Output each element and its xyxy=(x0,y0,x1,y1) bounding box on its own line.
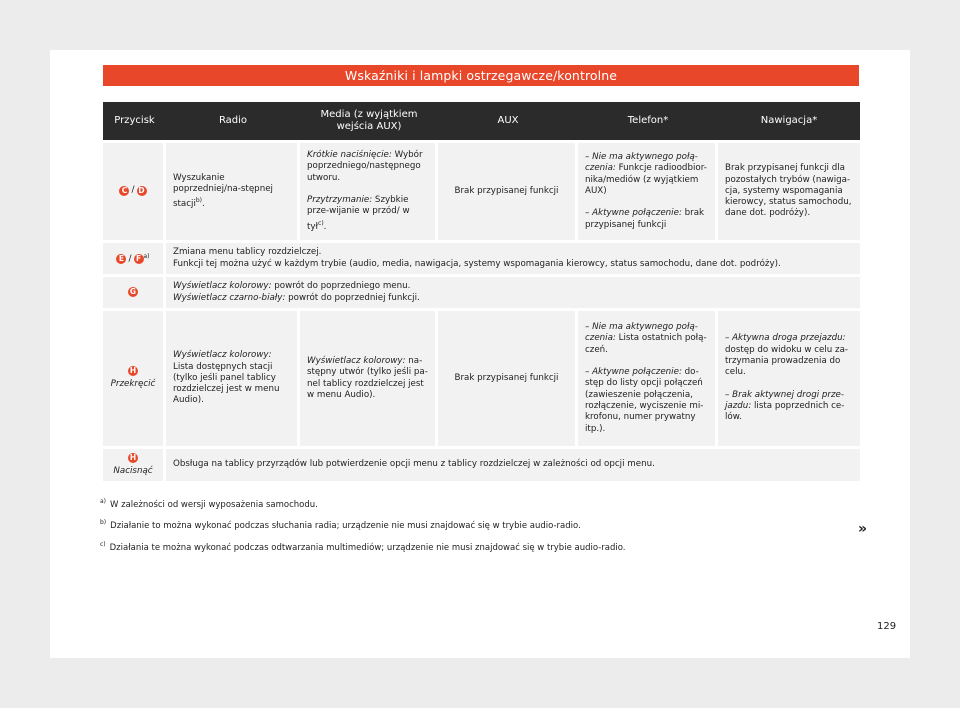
key-g-badge: G xyxy=(129,286,137,296)
column-header: Media (z wyjątkiem wejścia AUX) xyxy=(300,102,438,140)
key-h-badge: H xyxy=(129,453,137,462)
key-h-badge: H xyxy=(129,366,137,376)
key-cell xyxy=(103,446,166,481)
column-header: Nawigacja* xyxy=(718,102,860,140)
footnote: $^{b)}$ Działanie to można wykonać podczas słuchania radia; urządzenie nie musi znajdować się w trybie audio-radio. xyxy=(100,519,581,532)
footnote: $^{a)}$ W zależności od wersji wyposażenia samochodu. xyxy=(100,498,318,510)
media-cell: Wyświetlacz kolorowy: na-stępny utwór (tylko jeśli pa-nel tablicy rozdzielczej jest w menu Audio). xyxy=(300,308,438,446)
column-header: Telefon* xyxy=(578,102,718,140)
description-cell: Wyświetlacz kolorowy: powrót do poprzedniego menu. Wyświetlacz czarno-biały: powrót do poprzedniej funkcji. xyxy=(166,274,860,308)
table-row xyxy=(103,140,860,240)
column-header: AUX xyxy=(438,102,578,140)
radio-cell: Wyświetlacz kolorowy: Lista dostępnych stacji (tylko jeśli panel tablicy rozdzielczej jest w menu Audio). xyxy=(166,308,300,446)
navigation-cell: Brak przypisanej funkcji dla pozostałych trybów (nawiga-cja, systemy wspomagania kierowcy, status samochodu, dane dot. podróży). xyxy=(718,140,860,240)
media-cell: Krótkie naciśnięcie: Wybór poprzedniego/następnego utworu. Przytrzymanie: Szybkie prze-wijanie w przód/ w tył$^{c)}$. xyxy=(300,140,438,240)
aux-cell: Brak przypisanej funkcji xyxy=(438,308,578,446)
key-cell xyxy=(103,308,166,446)
page-title: Wskaźniki i lampki ostrzegawcze/kontrolne xyxy=(103,65,859,86)
column-header: Radio xyxy=(166,102,300,140)
key-action-label: Nacisnąć xyxy=(113,465,153,476)
footnote: $^{c)}$ Działania te można wykonać podczas odtwarzania multimediów; urządzenie nie musi znajdować się w trybie audio-radio. xyxy=(100,540,626,553)
table-row xyxy=(103,240,860,274)
aux-cell: Brak przypisanej funkcji xyxy=(438,140,578,240)
page-number: 129 xyxy=(877,621,897,632)
key-c-badge: C xyxy=(119,186,129,196)
key-e-badge: E xyxy=(116,254,126,264)
radio-cell: Wyszukanie poprzedniej/na-stępnej stacji$^{b)}$. xyxy=(166,140,300,240)
button-functions-table xyxy=(103,102,860,481)
description-cell: Zmiana menu tablicy rozdzielczej. Funkcji tej można użyć w każdym trybie (audio, media, nawigacja, systemy wspomagania kierowcy, status samochodu, dane dot. podróży). xyxy=(166,240,860,274)
key-f-badge: F xyxy=(134,254,144,264)
key-cell xyxy=(103,274,166,308)
key-action-label: Przekręcić xyxy=(110,379,156,390)
manual-page xyxy=(50,50,910,658)
table-row xyxy=(103,308,860,446)
table-header-row xyxy=(103,102,860,140)
key-d-badge: D xyxy=(138,185,145,195)
key-cell: E / F $^{a)}$ xyxy=(103,240,166,274)
description-cell: Obsługa na tablicy przyrządów lub potwierdzenie opcji menu z tablicy rozdzielczej w zależności od opcji menu. xyxy=(166,446,860,481)
key-cell: C / D xyxy=(103,140,166,240)
column-header: Przycisk xyxy=(103,102,166,140)
navigation-cell: – Aktywna droga przejazdu: dostęp do widoku w celu za-trzymania prowadzenia do celu. – Brak aktywnej drogi prze-jazdu: lista poprzednich ce-lów. xyxy=(718,308,860,446)
footnotes xyxy=(100,493,860,557)
continue-marker: » xyxy=(858,521,868,537)
phone-cell: – Nie ma aktywnego połą-czenia: Lista ostatnich połą-czeń. – Aktywne połączenie: do-stęp do listy opcji połączeń (zawieszenie połączenia, rozłączenie, wyciszenie mi-krofonu, numer prywatny itp.). xyxy=(578,308,718,446)
table-row xyxy=(103,274,860,308)
phone-cell: – Nie ma aktywnego połą-czenia: Funkcje radioodbior-nika/mediów (z wyjątkiem AUX) – Aktywne połączenie: brak przypisanej funkcji xyxy=(578,140,718,240)
table-row xyxy=(103,446,860,481)
